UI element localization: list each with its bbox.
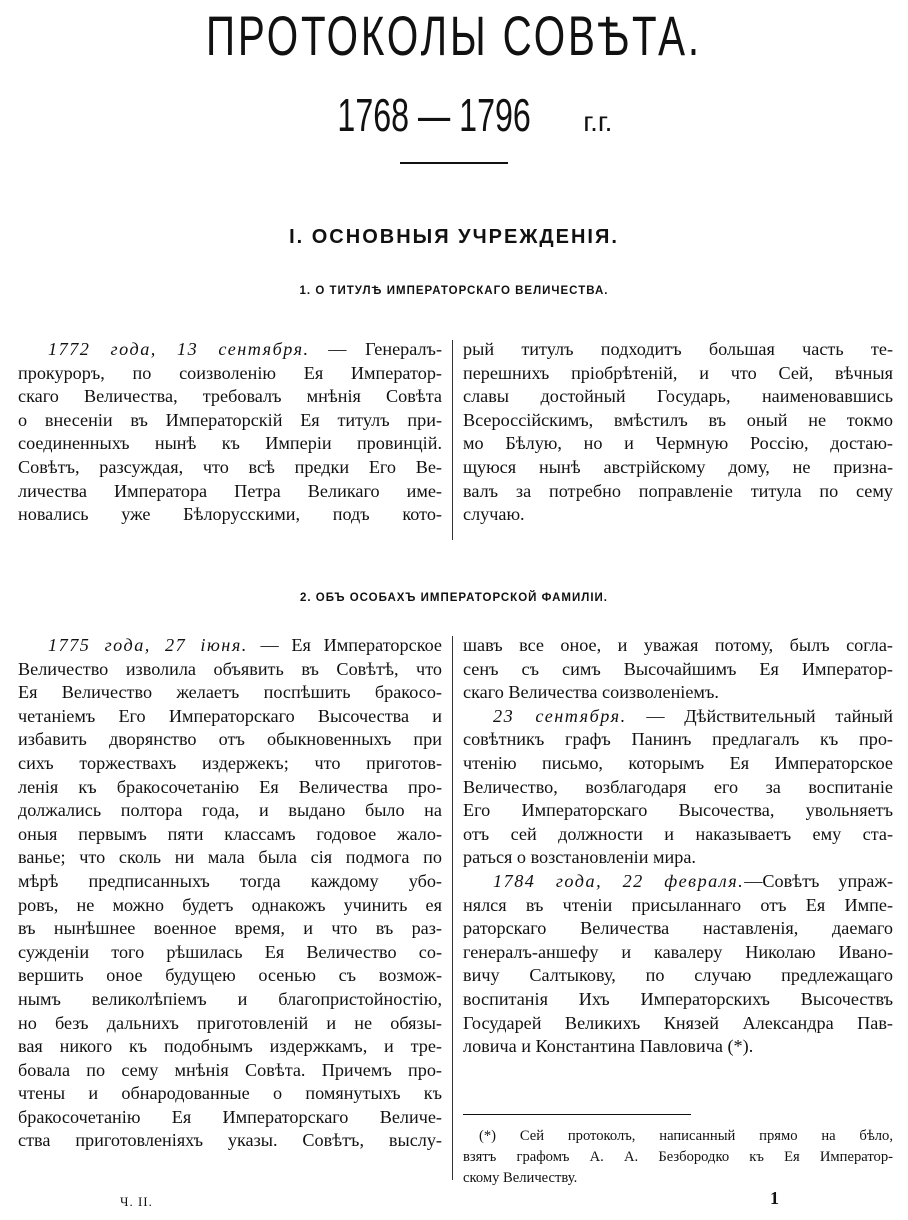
entry-date: 1775 года, 27 іюня. [48,635,248,655]
text-line: мѣрѣ предписанныхъ тогда каждому убо- [18,870,442,891]
text-line: нымъ великолѣпіемъ и благопристойностію, [18,988,442,1009]
subsection-2-right-column [463,634,893,1059]
text-line: Величество изволила объявить въ Совѣтѣ, что [18,658,442,679]
footnote-line: скому Величеству. [463,1170,578,1186]
text-line: новались уже Бѣлоруccкими, подъ кото- [18,504,442,525]
text-line: Совѣтъ, разсуждая, что всѣ предки Его Ве- [18,456,442,477]
text-line: валъ за потребно поправленіе титула по сему [463,480,893,501]
text-line: скаго Величества соизволеніемъ. [463,682,719,703]
text-line: раться о возстановленіи мира. [463,847,696,868]
text-line: Государей Великихъ Князей Александра Пав- [463,1012,893,1033]
text-line: бракосочетанію Ея Императорскаго Величе- [18,1106,442,1127]
text-line: въ нынѣшнее военное время, и что въ раз- [18,918,442,939]
text-line: сужденіи того рѣшилась Ея Величество со- [18,941,442,962]
text-line: воспитанія Ихъ Императорскихъ Высочествъ [463,988,893,1009]
text-line: чтены и обнародованные о помянутыхъ къ [18,1083,442,1104]
title-divider [400,162,508,164]
text-line: о внесеніи въ Императорскій Ея титулъ при- [18,409,442,430]
footnote-line: (*) Сей протоколъ, написанный прямо на бѣло, [479,1128,893,1144]
text-line: избавить дворянство отъ обыкновенныхъ при [18,729,442,750]
text-line: бовала по сему мнѣнія Совѣта. Причемъ про- [18,1059,442,1080]
document-title: ПРОТОКОЛЫ СОВѢТА. [205,4,703,67]
text-line: сихъ торжествахъ издержекъ; что приготов- [18,752,442,773]
text-line: чтенію письмо, которымъ Ея Императорское [463,752,893,773]
footnote-line: взятъ графомъ А. А. Безбородко къ Ея Император- [463,1149,893,1165]
subsection-1-right-column [463,338,893,527]
text-line: щуюся нынѣ австрійскому дому, не призна- [463,456,893,477]
column-divider [452,340,453,540]
text-line: ловича и Константина Павловича (*). [463,1036,754,1057]
text-line: нялся въ чтеніи присыланнаго отъ Ея Импе- [463,894,893,915]
text-line: совѣтникъ графъ Панинъ предлагалъ къ про- [463,729,893,750]
years-range: 1768 — 1796 [336,89,531,141]
subsection-heading-2: 2. ОБЪ ОСОБАХЪ ИМПЕРАТОРСКОЙ ФАМИЛІИ. [299,592,609,604]
text-line: шавъ все оное, и уважая потому, былъ согла- [463,635,893,655]
text-line: оныя первымъ пяти классамъ годовое жало- [18,823,442,844]
subsection-heading-1: 1. О ТИТУЛѢ ИМПЕРАТОРСКАГО ВЕЛИЧЕСТВА. [299,285,609,297]
text-line: генералъ-аншефу и кавалеру Николаю Ивано- [463,941,893,962]
text-line: ванье; что сколь ни мала была сія подмога по [18,847,442,868]
text-line: Ея Величество желаетъ поспѣшить бракосо- [18,682,442,703]
text-line: ленія къ бракосочетанію Ея Величества про- [18,776,442,797]
section-heading: I. ОСНОВНЫЯ УЧРЕЖДЕНІЯ. [289,226,619,248]
text-line: но безъ дальнихъ приготовленій и не обязы- [18,1012,442,1033]
text-line: должались полтора года, и выдано было на [18,800,442,821]
text-line: 1772 года, 13 сентября. — Генералъ- [48,339,443,359]
text-line: вершить оное будущею осенью съ возмож- [18,965,442,986]
text-line: вичу Салтыкову, по случаю предлежащаго [463,965,893,986]
signature-mark: Ч. II. [120,1194,153,1209]
years-suffix: г.г. [583,106,613,137]
text-line: отъ сей должности и наказываетъ ему ста- [463,823,893,844]
text-line: Величество, возблагодаря его за воспитаніе [463,776,893,797]
subsection-2-left-column [18,634,442,1153]
text-line: раторскаго Величества наставленія, даемаго [463,918,893,939]
text-line: личества Императора Петра Великаго име- [18,480,442,501]
text-line: 1775 года, 27 іюня. — Ея Императорское [48,635,442,655]
footnote [463,1126,893,1189]
entry-date: 1784 года, 22 февраля. [493,870,745,891]
text-line: случаю. [463,504,525,525]
text-line: мо Бѣлую, но и Чермную Россію, достаю- [463,433,893,454]
text-line: скаго Величества, требовалъ мнѣнія Совѣта [18,386,442,407]
text-line: Всероссійскимъ, вмѣстилъ въ оный не токмо [463,409,893,430]
page-number: 1 [770,1188,779,1208]
text-line: Его Императорскаго Высочества, увольняетъ [463,800,893,821]
text-line: перешнихъ пріобрѣтеній, и что Сей, вѣчныя [463,362,893,383]
text-line: ства приготовленіяхъ указы. Совѣтъ, выслу- [18,1130,442,1151]
text-line: вая никого къ подобнымъ издержкамъ, и тре- [18,1036,442,1057]
text-line: сенъ съ симъ Высочайшимъ Ея Император- [463,658,893,679]
text-line: рый титулъ подходитъ большая часть те- [463,339,893,359]
text-line: прокуроръ, по соизволенію Ея Император- [18,362,442,383]
text-line: славы достойный Государь, наименовавшись [463,386,893,407]
text-line: 1784 года, 22 февраля.—Совѣтъ упраж- [493,870,893,891]
entry-date: 23 сентября. [493,705,627,726]
subsection-1-left-column [18,338,442,527]
text-line: соединенныхъ нынѣ къ Имперіи провинцій. [18,433,442,454]
column-divider [452,636,453,1180]
text-line: 23 сентября. — Дѣйствительный тайный [493,705,893,726]
footnote-divider [463,1114,691,1115]
text-line: четаніемъ Его Императорскаго Высочества и [18,705,442,726]
text-line: ровъ, не можно будетъ однакожъ учинить ея [18,894,442,915]
entry-date: 1772 года, 13 сентября. [48,339,310,359]
date-range [0,90,908,147]
